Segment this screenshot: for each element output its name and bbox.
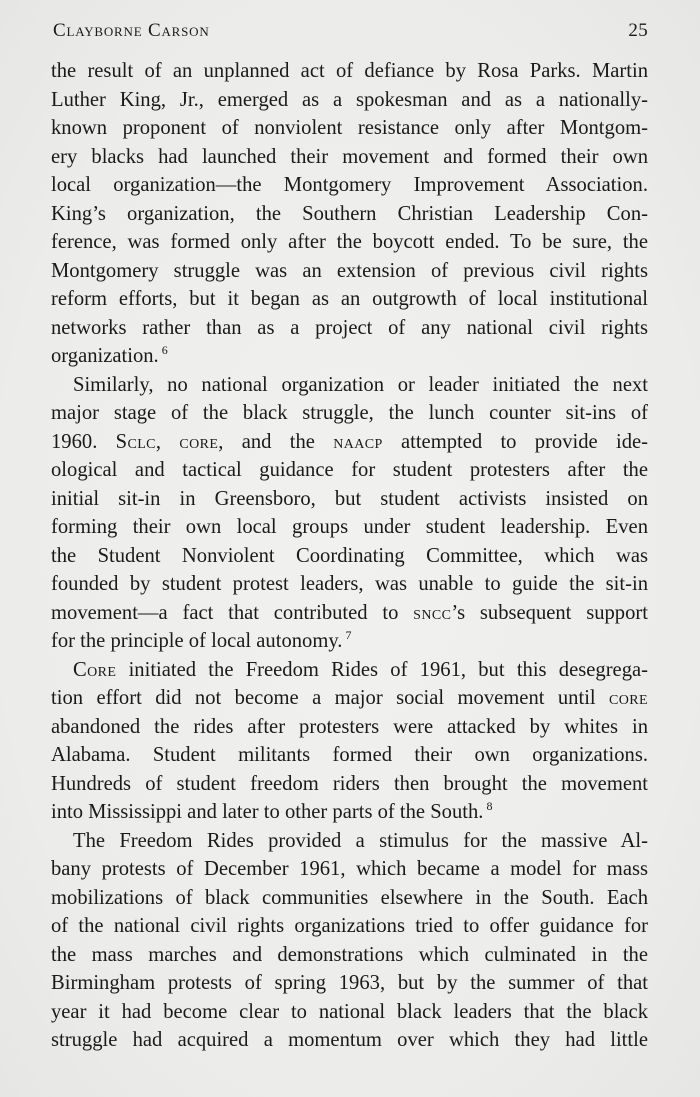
acronym: naacp <box>333 430 383 453</box>
body-text <box>51 57 648 1055</box>
text-line <box>51 656 648 685</box>
line-text: tion effort did not become a major social movement until <box>51 687 610 709</box>
paragraph <box>51 656 648 827</box>
line-text: , and the <box>218 430 334 453</box>
line-text: 1960. <box>51 430 116 453</box>
line-text: into Mississippi and later to other parts of the South. <box>51 801 484 823</box>
text-line <box>51 684 648 713</box>
text-line: the mass marches and demonstrations which culminated in the <box>51 943 648 966</box>
text-line: networks rather than as a project of any national civil rights <box>51 316 648 339</box>
acronym: core <box>609 687 648 709</box>
line-text: organization. <box>51 345 159 367</box>
acronym: core <box>179 430 219 453</box>
text-line: ference, was formed only after the boycott ended. To be sure, the <box>51 231 648 253</box>
footnote-ref[interactable]: 8 <box>486 799 493 813</box>
text-line: abandoned the rides after protesters were attacked by whites in <box>51 715 648 738</box>
text-line: local organization—the Montgomery Improvement Association. <box>51 174 648 196</box>
page-number: 25 <box>628 20 648 41</box>
text-line: Montgomery struggle was an extension of previous civil rights <box>51 259 648 282</box>
text-line <box>51 599 648 628</box>
paragraph <box>51 827 648 1055</box>
text-line: King’s organization, the Southern Christian Leadership Con- <box>51 202 648 225</box>
text-line: struggle had acquired a momentum over which they had little <box>51 1029 648 1051</box>
text-line: of the national civil rights organizations tried to offer guidance for <box>51 915 648 937</box>
text-line <box>51 798 648 827</box>
acronym: sncc <box>413 601 452 624</box>
text-line <box>51 342 648 371</box>
text-line: Similarly, no national organization or leader initiated the next <box>73 373 648 396</box>
text-line: Hundreds of student freedom riders then brought the movement <box>51 772 648 795</box>
acronym: Core <box>73 658 117 681</box>
paragraph <box>51 57 648 371</box>
text-line: founded by student protest leaders, was unable to guide the sit-in <box>51 573 648 595</box>
line-text: , <box>155 430 180 453</box>
text-line <box>51 428 648 457</box>
line-text: for the principle of local autonomy. <box>51 630 343 652</box>
footnote-ref[interactable]: 6 <box>161 343 168 357</box>
line-text: ’s subsequent support <box>451 601 648 624</box>
text-line: the result of an unplanned act of defiance by Rosa Parks. Martin <box>51 60 648 82</box>
text-line: Luther King, Jr., emerged as a spokesman and as a nationally- <box>51 88 648 111</box>
text-line: initial sit-in in Greensboro, but student activists insisted on <box>51 487 648 510</box>
text-line: The Freedom Rides provided a stimulus for the massive Al- <box>73 829 648 852</box>
text-line: known proponent of nonviolent resistance only after Montgom- <box>51 117 648 139</box>
text-line: ological and tactical guidance for student protesters after the <box>51 459 648 481</box>
acronym: Sclc <box>115 430 156 453</box>
line-text: movement—a fact that contributed to <box>51 601 414 624</box>
running-head <box>53 20 648 48</box>
footnote-ref[interactable]: 7 <box>345 628 352 642</box>
text-line: forming their own local groups under student leadership. Even <box>51 516 648 538</box>
text-line: mobilizations of black communities elsewhere in the South. Each <box>51 886 648 909</box>
text-line: the Student Nonviolent Coordinating Committee, which was <box>51 544 648 567</box>
text-line: major stage of the black struggle, the lunch counter sit-ins of <box>51 402 648 424</box>
text-line: reform efforts, but it began as an outgrowth of local institutional <box>51 288 648 310</box>
running-head-author: Clayborne Carson <box>53 20 210 41</box>
text-line: bany protests of December 1961, which became a model for mass <box>51 858 648 880</box>
text-line: year it had become clear to national black leaders that the black <box>51 1000 648 1023</box>
text-line <box>51 627 648 656</box>
line-text: initiated the Freedom Rides of 1961, but this desegrega- <box>116 658 648 681</box>
line-text: attempted to provide ide- <box>382 430 648 453</box>
paragraph <box>51 371 648 656</box>
text-line: Alabama. Student militants formed their own organizations. <box>51 744 648 766</box>
text-line: ery blacks had launched their movement and formed their own <box>51 145 648 168</box>
text-line: Birmingham protests of spring 1963, but by the summer of that <box>51 972 648 994</box>
